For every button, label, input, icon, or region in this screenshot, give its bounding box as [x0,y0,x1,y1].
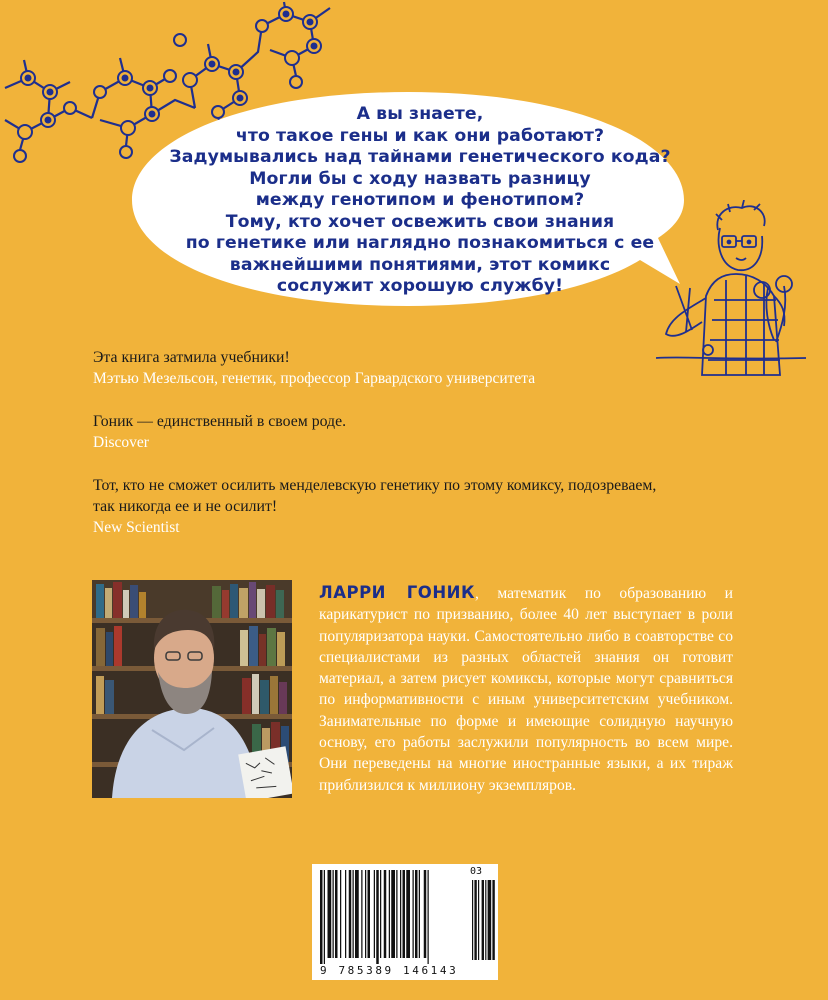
barcode-bar [424,870,427,958]
bubble-line: Задумывались над тайнами генетического кода? [169,147,671,167]
bubble-line: Тому, кто хочет освежить свои знания [225,211,615,232]
quote-text: Эта книга затмила учебники! [93,349,290,366]
quote-text: так никогда ее и не осилит! [93,498,278,515]
quote-text: Гоник — единственный в своем роде. [93,413,347,430]
barcode-bar [415,870,418,958]
barcode-bar [368,870,371,958]
quote-block [93,411,753,453]
barcode-addon-bar [474,880,476,960]
barcode-bar [355,870,359,958]
barcode-bar [361,870,362,958]
quote-text: Тот, кто не сможет осилить менделевскую генетику по этому комиксу, подозреваем, [93,477,657,494]
bubble-line: А вы знаете, [356,104,484,124]
bubble-line: важнейшими понятиями, этот комикс [229,254,611,275]
barcode-bar [340,870,341,958]
barcode-bar [320,870,323,964]
barcode-addon-bar [492,880,494,960]
barcode-bars [312,864,498,980]
barcode-bar [406,870,410,958]
barcode-bar [365,870,366,958]
author-bio-text: , математик по образованию и карикатурист по призванию, более 40 лет выступает в роли популяризатора науки. Самостоятельно либо в соавторстве со специалистами из разных областей знания он готовит материал, а затем рисует комиксы, которые могут сравниться по информативности с иным университетским учебником. Занимательные по форме и имеющие солидную научную основу, его работы заслужили популярность во всем мире. Они переведены на многие иностранные языки, а их тираж приблизился к миллиону экземпляров. [319,585,733,794]
bubble-line: между генотипом и фенотипом? [255,190,585,210]
bubble-line: по генетике или наглядно познакомиться с ее [185,233,655,253]
barcode-bar [349,870,352,958]
barcode-bar [380,870,381,958]
barcode-bar [419,870,420,958]
barcode-bar [428,870,429,964]
barcode-bar [400,870,401,958]
quote-source: New Scientist [93,519,180,536]
bubble-line: сослужит хорошую службу! [276,276,564,296]
barcode-bar [384,870,387,958]
barcode-addon-bar [488,880,492,960]
barcode-bar [374,870,375,958]
barcode-bar [345,870,346,958]
barcode-bar [324,870,325,964]
bubble-line: что такое гены и как они работают? [235,125,605,146]
barcode-bar [335,870,338,958]
barcode-addon-bar [482,880,484,960]
barcode-bar [413,870,414,958]
quote-source: Мэтью Мезельсон, генетик, профессор Гарвардского университета [93,370,536,387]
author-name: ЛАРРИ ГОНИК [319,583,475,602]
barcode-bar [396,870,397,958]
barcode-bar [391,870,395,958]
author-photo [92,580,292,798]
barcode-addon-bar [485,880,486,960]
quote-block [93,347,753,389]
barcode-digits: 9 785389 146143 [320,964,459,977]
speech-bubble-text [150,104,690,298]
barcode-bar [403,870,406,958]
bubble-line: Могли бы с ходу назвать разницу [249,168,591,189]
barcode-bar [389,870,390,958]
barcode-bar [333,870,334,958]
isbn-barcode [312,864,498,980]
barcode-addon-bar [472,880,473,960]
barcode-bar [376,870,379,964]
author-bio [319,582,733,796]
barcode-addon: 03 [470,866,483,877]
quote-block [93,475,753,538]
barcode-bar [328,870,332,958]
quote-source: Discover [93,434,149,451]
barcode-bar [353,870,354,958]
barcode-addon-bar [478,880,479,960]
